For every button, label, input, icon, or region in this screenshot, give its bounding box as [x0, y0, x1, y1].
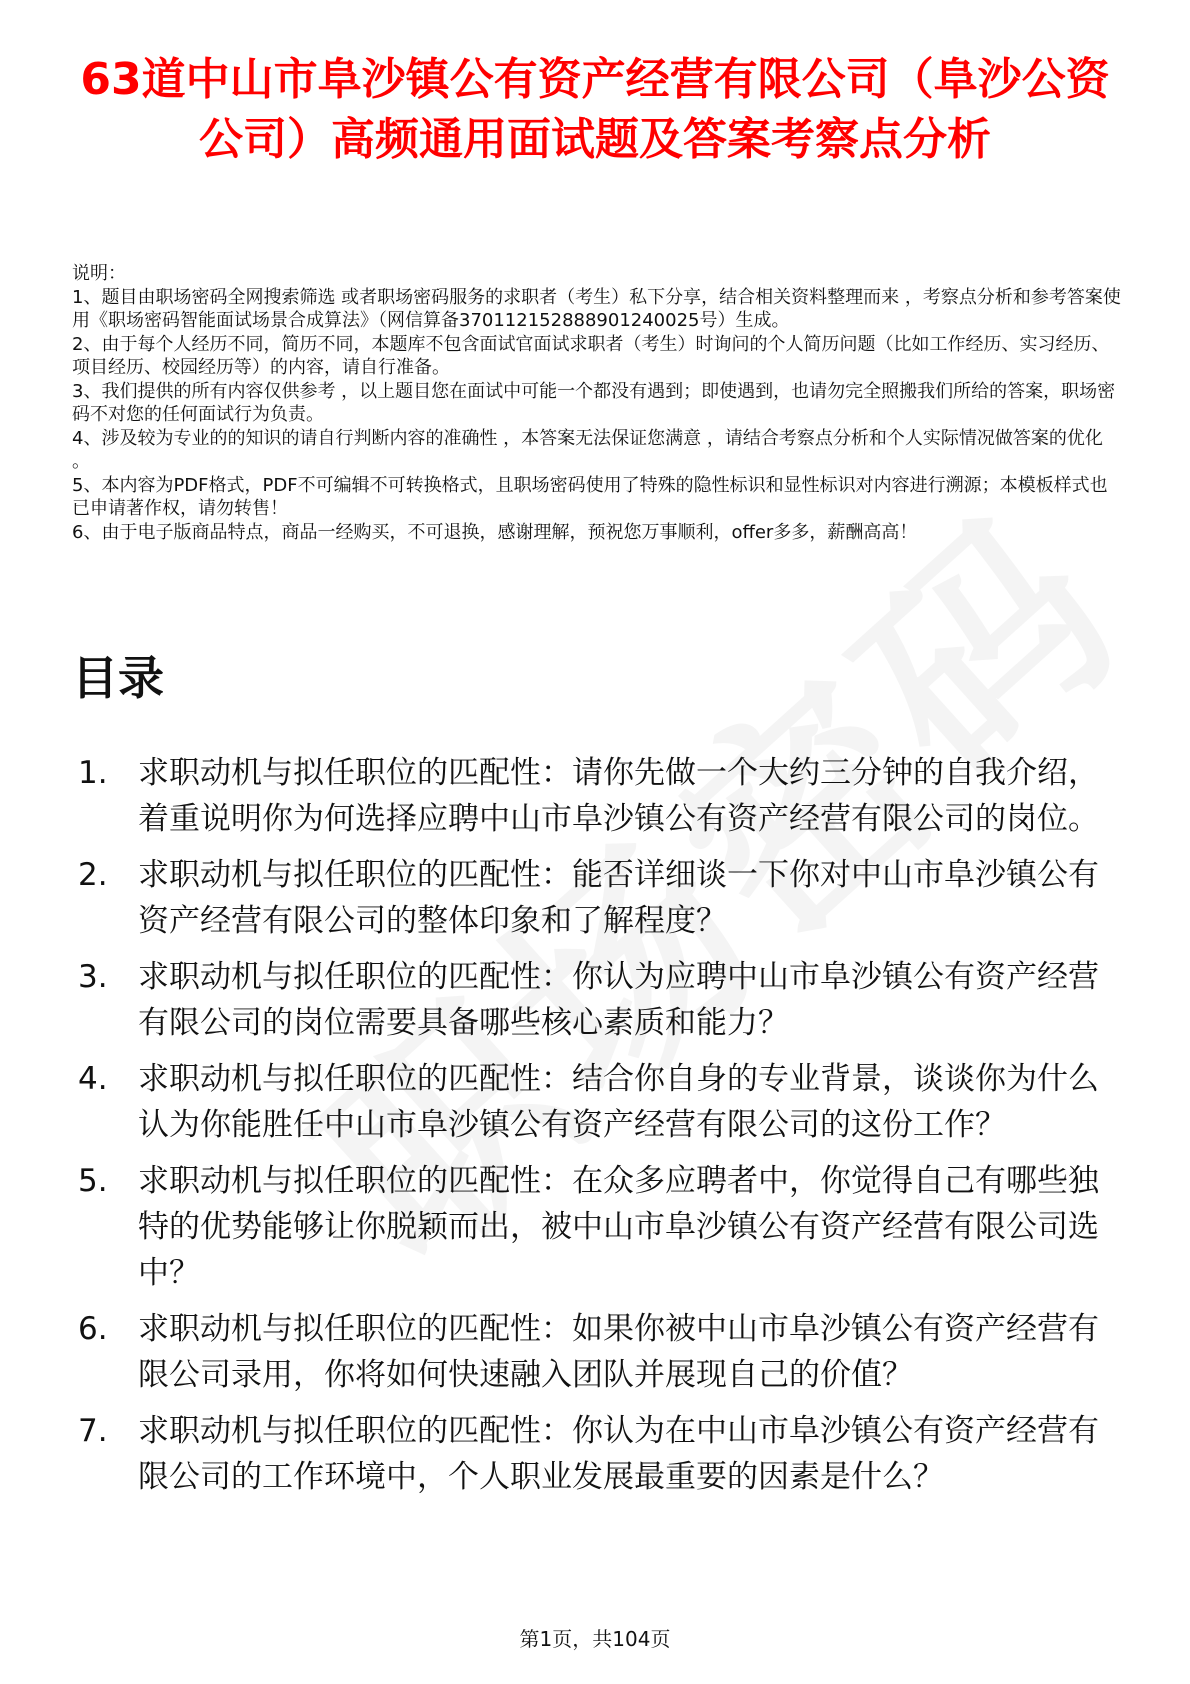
- note-item: 2、由于每个人经历不同，简历不同，本题库不包含面试官面试求职者（考生）时询问的个人简历问题（比如工作经历、实习经历、项目经历、校园经历等）的内容，请自行准备。: [72, 333, 1110, 378]
- toc-item-text: 求职动机与拟任职位的匹配性：结合你自身的专业背景，谈谈你为什么认为你能胜任中山市阜沙镇公有资产经营有限公司的这份工作？: [138, 1061, 1099, 1143]
- notes-section: [72, 262, 1122, 544]
- toc-item[interactable]: [72, 954, 1112, 1046]
- toc-item-number: 6.: [78, 1311, 108, 1347]
- toc-item-text: 求职动机与拟任职位的匹配性：请你先做一个大约三分钟的自我介绍，着重说明你为何选择应聘中山市阜沙镇公有资产经营有限公司的岗位。: [138, 755, 1099, 837]
- note-item: 1、题目由职场密码全网搜索筛选 或者职场密码服务的求职者（考生）私下分享，结合相关资料整理而来 ，考察点分析和参考答案使用《职场密码智能面试场景合成算法》（网信算备370112152888901240025号）生成。: [72, 286, 1121, 331]
- note-item: 6、由于电子版商品特点，商品一经购买，不可退换，感谢理解，预祝您万事顺利，offer多多，薪酬高高！: [72, 521, 918, 543]
- toc-item-number: 5.: [78, 1163, 108, 1199]
- toc-item-number: 4.: [78, 1061, 108, 1097]
- toc-item-number: 3.: [78, 959, 108, 995]
- note-item: 4、涉及较为专业的的知识的请自行判断内容的准确性 ，本答案无法保证您满意 ，请结合考察点分析和个人实际情况做答案的优化 。: [72, 427, 1103, 472]
- toc-item-number: 2.: [78, 857, 108, 893]
- document-title: 63道中山市阜沙镇公有资产经营有限公司（阜沙公资公司）高频通用面试题及答案考察点分析: [80, 54, 1110, 165]
- toc-item-text: 求职动机与拟任职位的匹配性：在众多应聘者中，你觉得自己有哪些独特的优势能够让你脱颖而出，被中山市阜沙镇公有资产经营有限公司选中？: [138, 1163, 1099, 1291]
- toc-item-text: 求职动机与拟任职位的匹配性：如果你被中山市阜沙镇公有资产经营有限公司录用，你将如何快速融入团队并展现自己的价值？: [138, 1311, 1099, 1393]
- toc-item-text: 求职动机与拟任职位的匹配性：你认为在中山市阜沙镇公有资产经营有限公司的工作环境中，个人职业发展最重要的因素是什么？: [138, 1413, 1099, 1495]
- toc-item[interactable]: [72, 852, 1112, 944]
- toc-item[interactable]: [72, 750, 1112, 842]
- toc-heading: 目录: [72, 651, 164, 705]
- toc-list: [72, 750, 1112, 1510]
- page-footer: 第1页，共104页: [519, 1627, 671, 1651]
- toc-item-text: 求职动机与拟任职位的匹配性：你认为应聘中山市阜沙镇公有资产经营有限公司的岗位需要具备哪些核心素质和能力？: [138, 959, 1099, 1041]
- toc-item[interactable]: [72, 1408, 1112, 1500]
- note-item: 3、我们提供的所有内容仅供参考 ，以上题目您在面试中可能一个都没有遇到；即使遇到，也请勿完全照搬我们所给的答案，职场密码不对您的任何面试行为负责。: [72, 380, 1116, 425]
- note-item: 5、本内容为PDF格式，PDF不可编辑不可转换格式，且职场密码使用了特殊的隐性标识和显性标识对内容进行溯源；本模板样式也已申请著作权，请勿转售！: [72, 474, 1108, 519]
- toc-item-number: 7.: [78, 1413, 108, 1449]
- toc-item[interactable]: [72, 1158, 1112, 1296]
- toc-item[interactable]: [72, 1056, 1112, 1148]
- toc-item-text: 求职动机与拟任职位的匹配性：能否详细谈一下你对中山市阜沙镇公有资产经营有限公司的整体印象和了解程度？: [138, 857, 1099, 939]
- toc-item[interactable]: [72, 1306, 1112, 1398]
- toc-item-number: 1.: [78, 755, 108, 791]
- notes-heading: 说明：: [72, 263, 126, 284]
